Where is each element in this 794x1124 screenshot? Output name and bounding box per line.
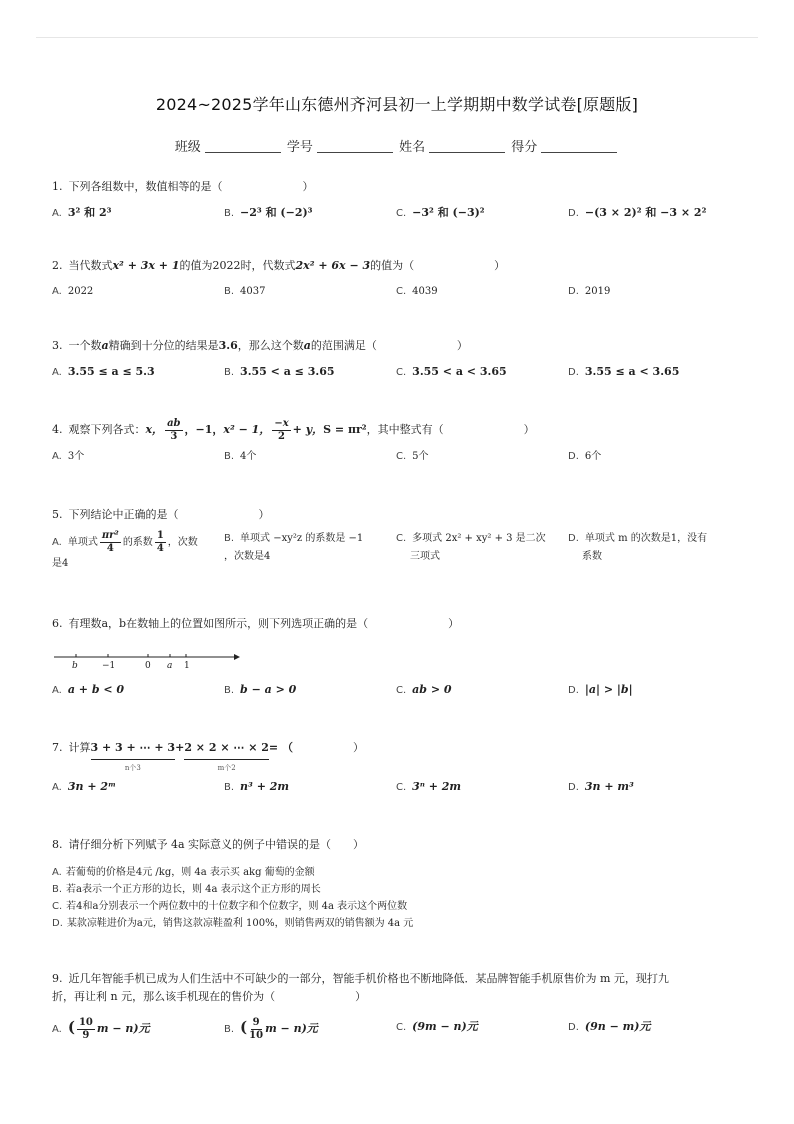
- score-label: 得分: [511, 140, 538, 155]
- options: [52, 204, 754, 228]
- class-blank[interactable]: [205, 140, 281, 153]
- question-number: 2.: [52, 259, 63, 272]
- question-2: 2. 当代数式x² + 3x + 1的值为2022时，代数式2x² + 6x − 3的值为（ ） A. 2022 B. 4037 C. 4039 D. 2019: [52, 257, 754, 307]
- fraction: $\frac{ab}{3}$: [167, 417, 181, 442]
- class-label: 班级: [174, 140, 201, 155]
- underbrace-sum: 3 + 3 + ⋯ + 3 n个3: [91, 738, 176, 778]
- option-b[interactable]: B. 4个: [224, 451, 257, 462]
- option-c[interactable]: C. 4039: [396, 286, 438, 297]
- option-b[interactable]: B. ( $\frac{9}{10}$ m − n)元: [224, 1017, 318, 1041]
- exam-title: 2024~2025学年山东德州齐河县初一上学期期中数学试卷[原题版]: [155, 95, 639, 114]
- question-6: 6. 有理数a，b在数轴上的位置如图所示，则下列选项正确的是（ ） b −1 0 a 1 A. a + b < 0 B. b − a > 0 C. ab > 0 D. |a| > |b|: [52, 615, 754, 705]
- option-a[interactable]: A. 单项式 $\frac{\text{πr²}}{4}$ 的系数 $\frac{1}{4}$ ，次数 是4: [52, 530, 198, 569]
- question-4: 4. 观察下列各式：x， $\frac{ab}{3}$ ，−1，x² − 1， $\frac{-x}{2}$ + y，S = πr²，其中整式有（ ） A. 3个 B. 4个 C. 5个 D. 6个: [52, 416, 754, 472]
- option-b[interactable]: B. b − a > 0: [224, 683, 297, 696]
- option-a[interactable]: A. 2022: [52, 286, 94, 297]
- option-c[interactable]: C. 3ⁿ + 2m: [396, 780, 462, 793]
- fraction: $\frac{9}{10}$: [249, 1017, 264, 1041]
- option-d[interactable]: D. 2019: [568, 286, 611, 297]
- axis-label-b: b: [72, 661, 78, 671]
- name-label: 姓名: [399, 140, 426, 155]
- question-7: 7. 计算 3 + 3 + ⋯ + 3 n个3 + 2 × 2 × ⋯ × 2 m个2 = （ ） A. 3n + 2ᵐ B. n³ + 2m C. 3ⁿ + 2m D. 3n + m³: [52, 738, 754, 802]
- option-c[interactable]: C. 5个: [396, 451, 429, 462]
- number-line-figure: [52, 641, 754, 679]
- options: [52, 778, 754, 802]
- id-label: 学号: [286, 140, 313, 155]
- options: [52, 864, 754, 932]
- option-b[interactable]: B. 3.55 < a ≤ 3.65: [224, 365, 335, 378]
- question-1: [52, 178, 754, 228]
- option-d[interactable]: D. 单项式 m 的次数是1，没有 系数: [568, 533, 708, 562]
- options: [52, 363, 754, 387]
- option-d[interactable]: D. 3n + m³: [568, 780, 634, 793]
- axis-label-neg1: −1: [102, 661, 116, 671]
- number-line: [52, 647, 252, 683]
- arrow-head-icon: [234, 654, 240, 660]
- fraction: $\frac{\text{πr²}}{4}$: [101, 530, 119, 554]
- option-d[interactable]: D. 3.55 ≤ a < 3.65: [568, 365, 680, 378]
- question-8: 8. 请仔细分析下列赋予 4a 实际意义的例子中错误的是（ ） A. 若葡萄的价格是4元 /kg，则 4a 表示买 akg 葡萄的金额 B. 若a表示一个正方形的边长，则 4a 表示这个正方形的周长 C. 若4和a分别表示一个两位数中的十位数字和个位数字，则 4a 表示这个两位数 D. 某款凉鞋进价为a元，销售这款凉鞋盈利 100%，则销售两双的销售额为 4a 元: [52, 836, 754, 932]
- question-5: 5. 下列结论中正确的是（ ） A. 单项式 $\frac{\text{πr²}}{4}$ 的系数 $\frac{1}{4}$ ，次数 是4 B. 单项式 −xy²z 的系数是 −1 ，次数是4 C. 多项式 2x² + xy² + 3 是二次 三项式 D. 单项式 m 的次数是1，没有 系数: [52, 506, 754, 584]
- math-expr: 2x² + 6x − 3: [295, 259, 371, 272]
- option-a[interactable]: A. 3.55 ≤ a ≤ 5.3: [52, 365, 155, 378]
- options: [52, 448, 754, 472]
- id-blank[interactable]: [317, 140, 393, 153]
- question-stem: 下列各组数中，数值相等的是（: [68, 180, 223, 193]
- score-blank[interactable]: [541, 140, 617, 153]
- option-b[interactable]: B. 单项式 −xy²z 的系数是 −1 ，次数是4: [224, 533, 364, 562]
- math-expr: x² + 3x + 1: [112, 259, 180, 272]
- options: [52, 1012, 754, 1048]
- option-c[interactable]: C. 若4和a分别表示一个两位数中的十位数字和个位数字，则 4a 表示这个两位数: [52, 901, 408, 912]
- options: [52, 681, 754, 705]
- fraction: $\frac{-x}{2}$: [274, 417, 289, 442]
- axis-label-1: 1: [184, 661, 190, 671]
- question-close: ）: [302, 180, 314, 193]
- option-d[interactable]: D. 某款凉鞋进价为a元，销售这款凉鞋盈利 100%，则销售两双的销售额为 4a 元: [52, 918, 414, 929]
- option-c[interactable]: C. 多项式 2x² + xy² + 3 是二次 三项式: [396, 533, 546, 562]
- option-d[interactable]: D. −(3 × 2)² 和 −3 × 2²: [568, 206, 707, 219]
- options: [52, 530, 754, 584]
- question-9: 9. 近几年智能手机已成为人们生活中不可缺少的一部分，智能手机价格也不断地降低．某品牌智能手机原售价为 m 元，现打九 折，再让利 n 元，那么该手机现在的售价为（ ） A. ( $\frac{10}{9}$ m − n)元 B. ( $\frac{9}{10}$ m − n)元 C. (9m − n)元 D. (9n − m)元: [52, 970, 754, 1048]
- option-a[interactable]: A. 3² 和 2³: [52, 206, 112, 219]
- question-3: 3. 一个数a精确到十分位的结果是3.6，那么这个数a的范围满足（ ） A. 3.55 ≤ a ≤ 5.3 B. 3.55 < a ≤ 3.65 C. 3.55 < a < 3.65 D. 3.55 ≤ a < 3.65: [52, 337, 754, 387]
- option-b[interactable]: B. 4037: [224, 286, 266, 297]
- fraction: $\frac{1}{4}$: [156, 530, 164, 554]
- student-info-row: [0, 136, 794, 155]
- option-a[interactable]: A. 若葡萄的价格是4元 /kg，则 4a 表示买 akg 葡萄的金额: [52, 867, 315, 878]
- option-b[interactable]: B. 若a表示一个正方形的边长，则 4a 表示这个正方形的周长: [52, 884, 321, 895]
- options: [52, 283, 754, 307]
- option-d[interactable]: D. 6个: [568, 451, 602, 462]
- option-a[interactable]: A. a + b < 0: [52, 683, 125, 696]
- option-a[interactable]: A. ( $\frac{10}{9}$ m − n)元: [52, 1017, 150, 1041]
- option-c[interactable]: C. 3.55 < a < 3.65: [396, 365, 507, 378]
- option-a[interactable]: A. 3n + 2ᵐ: [52, 780, 117, 793]
- question-number: 1.: [52, 180, 63, 193]
- option-b[interactable]: B. −2³ 和 (−2)³: [224, 206, 313, 219]
- option-c[interactable]: C. (9m − n)元: [396, 1020, 478, 1033]
- option-b[interactable]: B. n³ + 2m: [224, 780, 290, 793]
- underbrace-product: 2 × 2 × ⋯ × 2 m个2: [184, 738, 269, 778]
- option-c[interactable]: C. ab > 0: [396, 683, 452, 696]
- axis-label-0: 0: [145, 661, 151, 671]
- fraction: $\frac{10}{9}$: [78, 1017, 93, 1041]
- axis-label-a: a: [167, 661, 173, 671]
- option-c[interactable]: C. −3² 和 (−3)²: [396, 206, 485, 219]
- option-a[interactable]: A. 3个: [52, 451, 85, 462]
- name-blank[interactable]: [429, 140, 505, 153]
- option-d[interactable]: D. |a| > |b|: [568, 683, 633, 696]
- option-d[interactable]: D. (9n − m)元: [568, 1020, 651, 1033]
- top-rule: [36, 37, 758, 38]
